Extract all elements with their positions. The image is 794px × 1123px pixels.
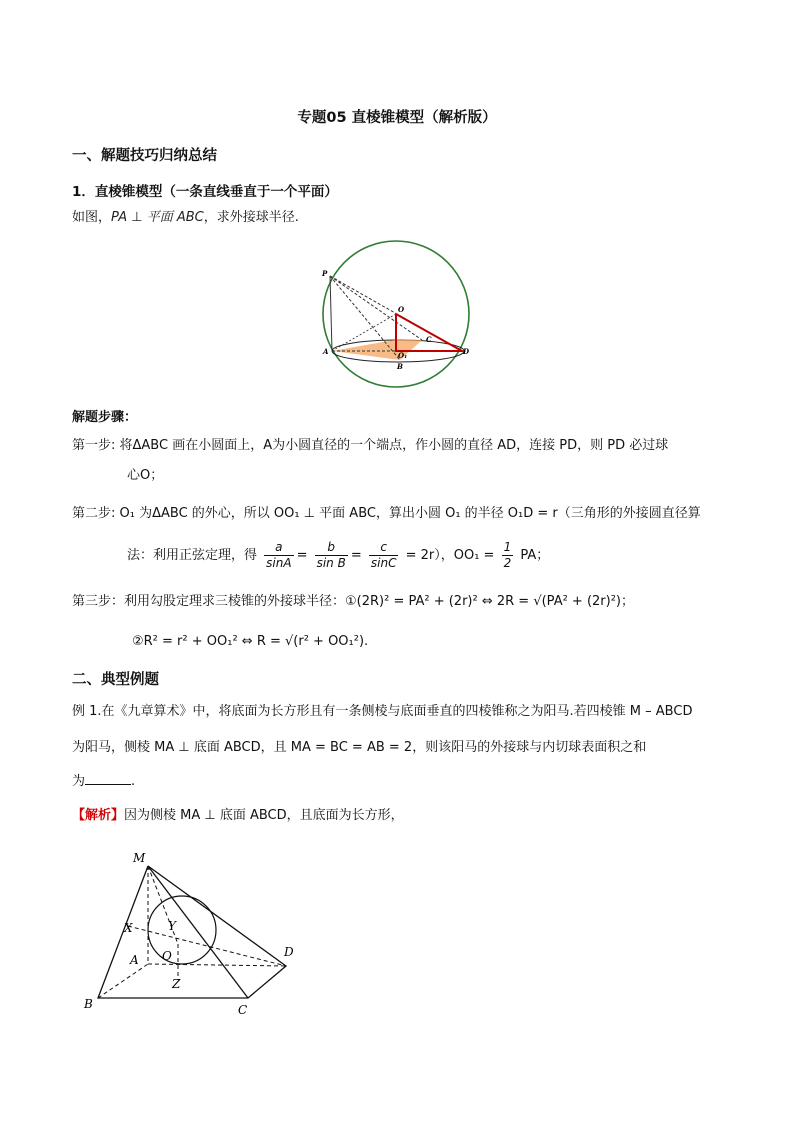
edge-AD [148,964,286,966]
solution-tag: 【解析】 [72,808,125,823]
solution-line [72,806,404,826]
label-D: D [463,347,470,356]
label-M: M [133,851,146,865]
example1-c-end: . [131,774,136,789]
edge-BA [98,964,148,998]
fraction-a-sinA: $\frac{a}{\sin A}$ [266,540,292,570]
edge-PC [330,276,422,340]
solution-text: 因为侧棱 MA ⊥ 底面 ABCD，且底面为长方形， [124,808,404,823]
label-D: D [284,945,294,959]
label-Y: Y [168,919,176,933]
step2-end: PA； [520,548,550,563]
intro-post: ，求外接球半径. [203,210,299,225]
edge-MC [148,866,248,998]
label-Z: Z [172,977,181,991]
example1-line-a: 例 1.在《九章算术》中，将底面为长方形且有一条侧棱与底面垂直的四棱锥称之为阳马.若四棱锥 M – ABCD [72,704,693,719]
label-C: C [238,1003,248,1017]
step3-line-b: ②R² = r² + OO₁² ⇔ R = √(r² + OO₁²). [132,634,369,649]
step2-line-a: 第二步: O₁ 为ΔABC 的外心，所以 OO₁ ⊥ 平面 ABC，算出小圆 O₁ 的半径 O₁D = r（三角形的外接圆直径算 [72,506,701,521]
example1-line-c [72,772,135,792]
subtitle-model: 1．直棱锥模型（一条直线垂直于一个平面） [72,184,338,200]
page-title: 专题05 直棱锥模型（解析版） [297,110,497,126]
steps-heading: 解题步骤： [72,410,138,425]
sphere-diagram [318,236,474,392]
base-triangle-fill [332,339,422,360]
inscribed-sphere [148,896,216,964]
fraction-b-sinB: $\frac{b}{\text{sin B}}$ [316,540,346,570]
section-heading-1: 一、解题技巧归纳总结 [72,148,217,164]
fraction-c-sinC: $\frac{c}{\sin C}$ [370,540,397,570]
edge-PA [330,276,332,351]
intro-pre: 如图， [72,210,112,225]
section-heading-2: 二、典型例题 [72,672,159,688]
label-O: O [162,949,172,963]
pyramid-diagram [78,846,304,1018]
step2-post: = 2r），OO₁ = [405,548,495,563]
label-X: X [124,921,133,935]
fraction-one-half: $\frac{1}{2}$ [503,540,512,570]
label-B: B [84,997,93,1011]
intro-math: PA ⊥ 平面 ABC [111,210,204,225]
step1-line-a: 第一步: 将ΔABC 画在小圆面上，A为小圆直径的一个端点，作小圆的直径 AD，连接 PD，则 PD 必过球 [72,438,669,453]
label-P: P [322,269,328,278]
example1-c-text: 为 [72,774,86,789]
label-O1: O₁ [398,351,408,360]
label-B: B [397,362,403,371]
label-C: C [426,335,432,344]
label-A: A [323,347,329,356]
step1-line-b: 心O； [127,468,164,483]
step2-pre: 法：利用正弦定理，得 [127,548,258,563]
label-O: O [398,305,405,314]
step3-line-a: 第三步：利用勾股定理求三棱锥的外接球半径：①(2R)² = PA² + (2r)² ⇔ 2R = √(PA² + (2r)²)； [72,594,634,609]
example1-line-b: 为阳马，侧棱 MA ⊥ 底面 ABCD，且 MA = BC = AB = 2，则该阳马的外接球与内切球表面积之和 [72,740,647,755]
intro-line [72,208,299,228]
answer-blank [85,772,131,785]
step2-line-b: 法：利用正弦定理，得 $\frac{a}{\sin A}$ = $\frac{b}{\text{sin B}}$ = $\frac{c}{\sin C}$ = 2r），OO₁ = $\frac{1}{2}$ PA； [127,540,550,570]
label-A: A [130,953,139,967]
